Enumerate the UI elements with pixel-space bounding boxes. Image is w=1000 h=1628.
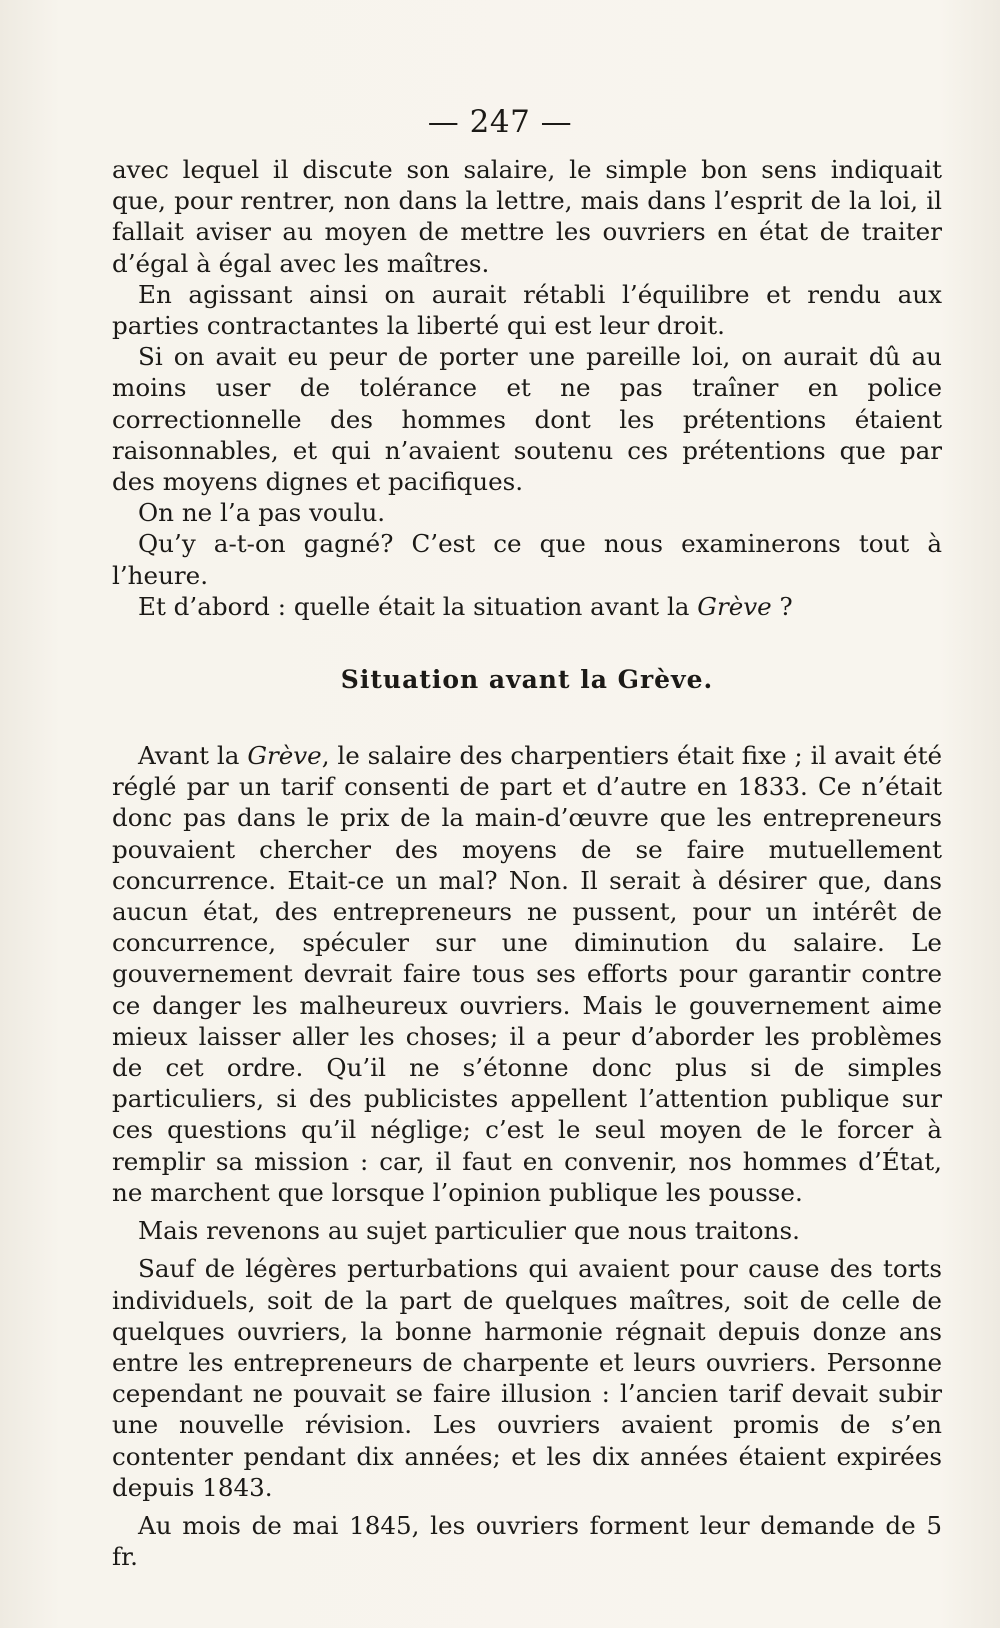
paragraph (112, 740, 942, 1208)
paragraph-continued: avec lequel il discute son salaire, le simple bon sens indiquait que, pour rentrer, non dans la lettre, mais dans l’esprit de la loi, il fallait aviser au moyen de mettre les ouvriers en état de traiter d’égal à égal avec les maîtres. (112, 155, 942, 278)
paragraph: Qu’y a-t-on gagné? C’est ce que nous examinerons tout à l’heure. (112, 529, 942, 590)
paragraph: Au mois de mai 1845, les ouvriers forment leur demande de 5 fr. (112, 1510, 942, 1572)
text-segment: Et d’abord : quelle était la situation avant la (138, 591, 698, 621)
paragraph: Si on avait eu peur de porter une pareille loi, on aurait dû au moins user de tolérance et ne pas traîner en police correctionnelle des hommes dont les prétentions étaient raisonnables, et qui n’avaient soutenu ces prétentions que par des moyens dignes et pacifiques. (112, 342, 942, 497)
page-number: — 247 — (427, 104, 573, 140)
italic-term: Grève (247, 741, 322, 771)
paragraph: En agissant ainsi on aurait rétabli l’équilibre et rendu aux parties contractantes la liberté qui est leur droit. (112, 279, 942, 341)
paragraph: Mais revenons au sujet particulier que nous traitons. (138, 1216, 800, 1246)
text-segment: ? (771, 591, 793, 621)
text-segment: , le salaire des charpentiers était fixe ; il avait été réglé par un tarif consenti de part et d’autre en 1833. Ce n’était donc pas dans le prix de la main-d’œuvre que les entrepreneurs pouvaient chercher des moyens de se faire mutuellement concurrence. Etait-ce un mal? Non. Il serait à désirer que, dans aucun état, des entrepreneurs ne pussent, pour un intérêt de concurrence, spéculer sur une diminution du salaire. Le gouvernement devrait faire tous ses efforts pour garantir contre ce danger les malheureux ouvriers. Mais le gouvernement aime mieux laisser aller les choses; il a peur d’aborder les problèmes de cet ordre. Qu’il ne s’étonne donc plus si de simples particuliers, si des publicistes appellent l’attention publique sur ces questions qu’il néglige; c’est le seul moyen de le forcer à remplir sa mission : car, il faut en convenir, nos hommes d’État, ne marchent que lorsque l’opinion publique les pousse. (112, 741, 943, 1207)
section-heading: Situation avant la Grève. (340, 665, 714, 695)
paragraph: On ne l’a pas voulu. (138, 498, 386, 528)
paragraph (112, 591, 942, 622)
page-body (112, 154, 942, 1572)
paragraph: Sauf de légères perturbations qui avaient pour cause des torts individuels, soit de la part de quelques maîtres, soit de celle de quelques ouvriers, la bonne harmonie régnait depuis donze ans entre les entrepreneurs de charpente et leurs ouvriers. Personne cependant ne pouvait se faire illusion : l’ancien tarif devait subir une nouvelle révision. Les ouvriers avaient promis de s’en contenter pendant dix années; et les dix années étaient expirées depuis 1843. (112, 1254, 942, 1502)
italic-term: Grève (697, 591, 772, 621)
text-segment: Avant la (138, 741, 248, 771)
